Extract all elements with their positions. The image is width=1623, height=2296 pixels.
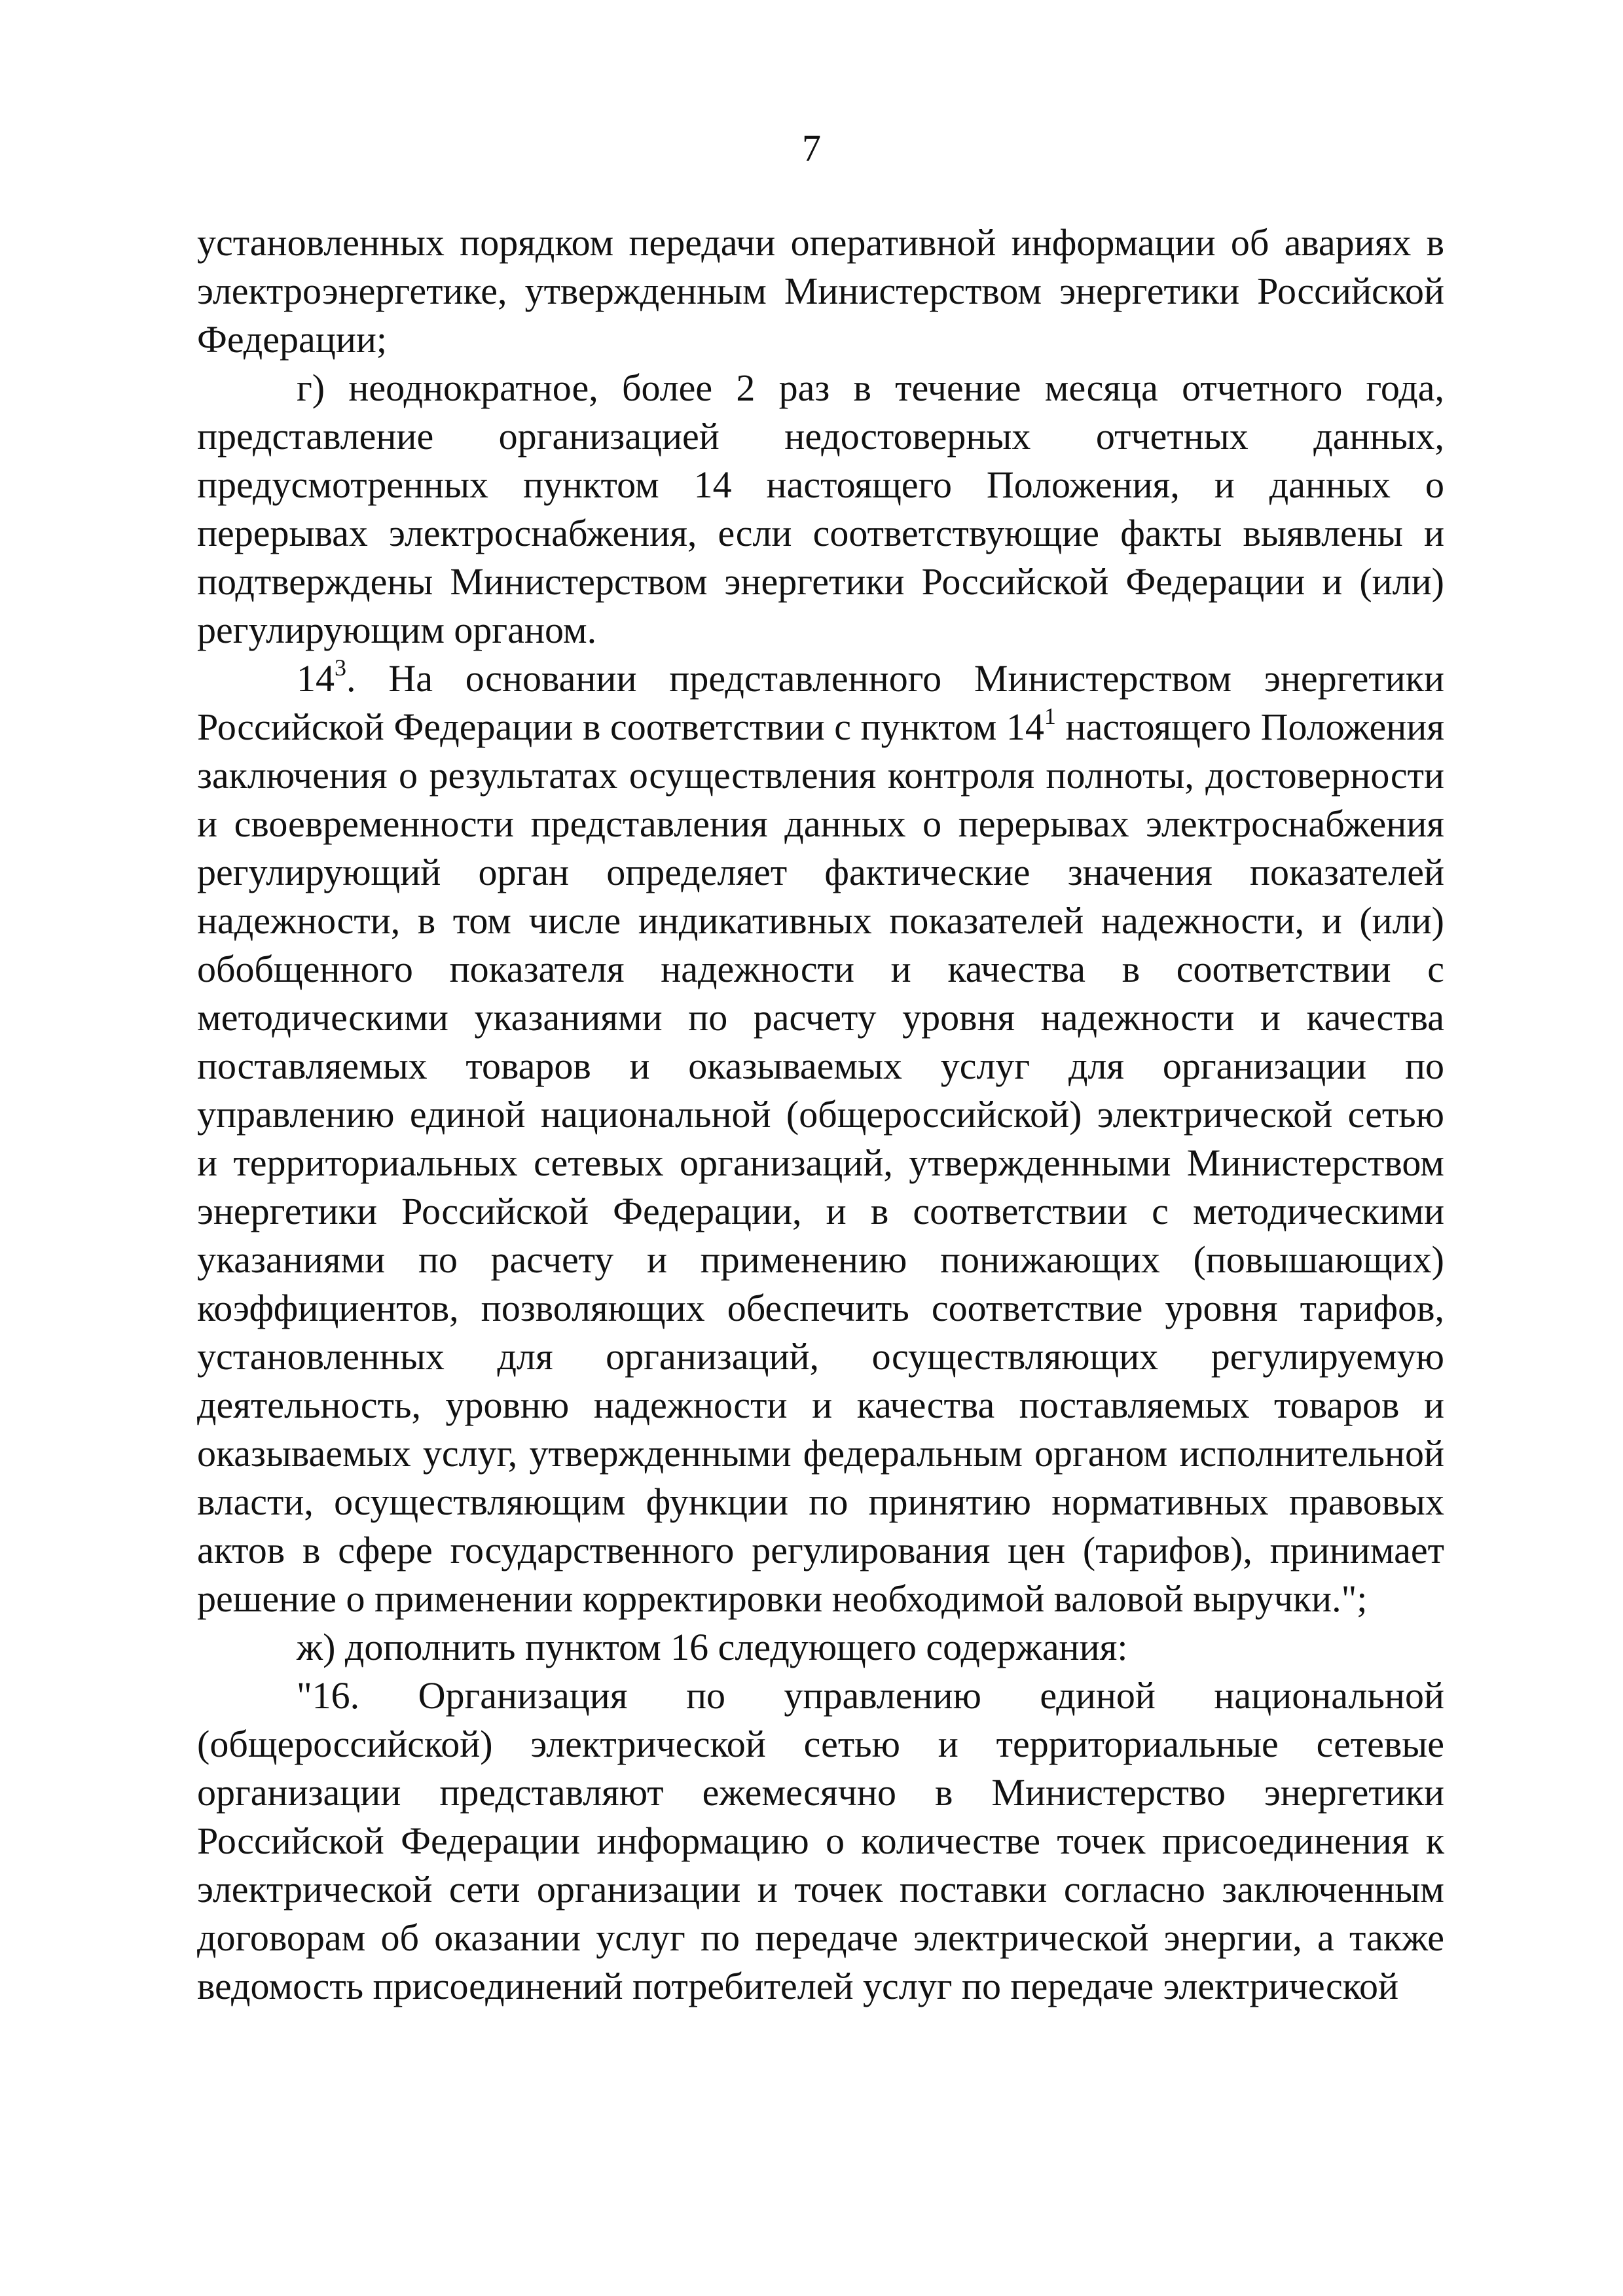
reference-superscript: 1	[1044, 703, 1056, 729]
paragraph-item-16: "16. Организация по управлению единой национальной (общероссийской) электрической сетью и территориальные сетевые организации представляют ежемесячно в Министерство энергетики Российской Федерации информацию о количестве точек присоединения к электрической сети организации и точек поставки согласно заключенным договорам об оказании услуг по передаче электрической энергии, а также ведомость присоединений потребителей услуг по передаче электрической	[197, 1674, 1444, 2007]
item-number: 14	[297, 657, 335, 700]
paragraph-text-part-a: . На основании представленного Министерством энергетики Российской Федерации в соответствии с пунктом 14	[197, 657, 1444, 748]
document-body	[197, 219, 1444, 2011]
paragraph-text-part-b: настоящего Положения заключения о результатах осуществления контроля полноты, достоверности и своевременности представления данных о перерывах электроснабжения регулирующий орган определяет фактические значения показателей надежности, в том числе индикативных показателей надежности, и (или) обобщенного показателя надежности и качества в соответствии с методическими указаниями по расчету уровня надежности и качества поставляемых товаров и оказываемых услуг для организации по управлению единой национальной (общероссийской) электрической сетью и территориальных сетевых организаций, утвержденными Министерством энергетики Российской Федерации, и в соответствии с методическими указаниями по расчету и применению понижающих (повышающих) коэффициентов, позволяющих обеспечить соответствие уровня тарифов, установленных для организаций, осуществляющих регулируемую деятельность, уровню надежности и качества поставляемых товаров и оказываемых услуг, утвержденными федеральным органом исполнительной власти, осуществляющим функции по принятию нормативных правовых актов в сфере государственного регулирования цен (тарифов), принимает решение о применении корректировки необходимой валовой выручки.";	[197, 706, 1444, 1620]
paragraph-item-zh: ж) дополнить пунктом 16 следующего содержания:	[297, 1626, 1128, 1668]
paragraph-item-g: г) неоднократное, более 2 раз в течение месяца отчетного года, представление организацией недостоверных отчетных данных, предусмотренных пунктом 14 настоящего Положения, и данных о перерывах электроснабжения, если соответствующие факты выявлены и подтверждены Министерством энергетики Российской Федерации и (или) регулирующим органом.	[197, 367, 1444, 651]
item-superscript: 3	[335, 655, 346, 681]
page-number: 7	[802, 127, 821, 170]
paragraph-item-14-3	[197, 655, 1444, 1623]
paragraph-continuation: установленных порядком передачи оперативной информации об авариях в электроэнергетике, утвержденным Министерством энергетики Российской Федерации;	[197, 221, 1444, 361]
